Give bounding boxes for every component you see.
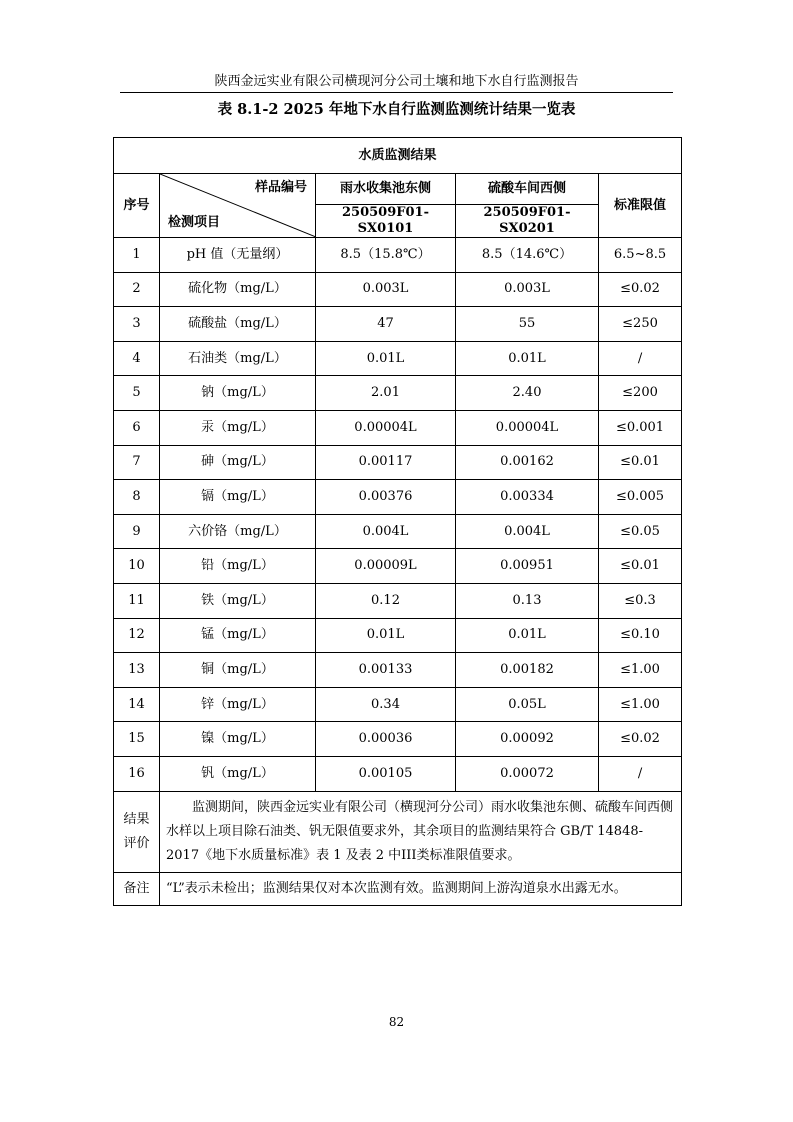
row-no: 8 <box>114 480 160 515</box>
table-row <box>114 549 682 584</box>
row-sample2-value: 0.00182 <box>456 653 599 688</box>
table-row <box>114 445 682 480</box>
row-sample2-value: 0.00004L <box>456 410 599 445</box>
table-row <box>114 480 682 515</box>
row-no: 11 <box>114 583 160 618</box>
row-no: 6 <box>114 410 160 445</box>
sample1-name: 雨水收集池东侧 <box>316 174 456 205</box>
table-row <box>114 618 682 653</box>
row-sample2-value: 0.13 <box>456 583 599 618</box>
row-limit: / <box>599 756 682 791</box>
row-sample1-value: 0.00376 <box>316 480 456 515</box>
col-header-no: 序号 <box>114 174 160 238</box>
evaluation-label: 结果评价 <box>114 791 160 872</box>
table-row <box>114 653 682 688</box>
row-limit: ≤200 <box>599 376 682 411</box>
row-limit: ≤0.001 <box>599 410 682 445</box>
sample2-code: 250509F01-SX0201 <box>456 205 599 238</box>
note-label: 备注 <box>114 872 160 905</box>
row-item: 钒（mg/L） <box>160 756 316 791</box>
table-row <box>114 756 682 791</box>
row-sample1-value: 0.00117 <box>316 445 456 480</box>
row-limit: ≤0.02 <box>599 272 682 307</box>
diag-label-sample-code: 样品编号 <box>254 180 307 195</box>
row-sample1-value: 0.00133 <box>316 653 456 688</box>
row-no: 3 <box>114 307 160 342</box>
row-sample2-value: 0.00072 <box>456 756 599 791</box>
table-title: 表 8.1-2 2025 年地下水自行监测监测统计结果一览表 <box>217 101 576 118</box>
row-limit: ≤0.10 <box>599 618 682 653</box>
row-item: pH 值（无量纲） <box>160 238 316 273</box>
table-row <box>114 583 682 618</box>
row-sample1-value: 2.01 <box>316 376 456 411</box>
row-no: 1 <box>114 238 160 273</box>
diagonal-header-cell <box>160 174 316 238</box>
evaluation-text: 监测期间，陕西金远实业有限公司（横现河分公司）雨水收集池东侧、硫酸车间西侧水样以上项目除石油类、钒无限值要求外，其余项目的监测结果符合 GB/T 14848-2017《地下水质量标准》表 1 及表 2 中III类标准限值要求。 <box>160 791 682 872</box>
row-sample1-value: 0.004L <box>316 514 456 549</box>
row-sample2-value: 2.40 <box>456 376 599 411</box>
row-sample1-value: 0.00036 <box>316 722 456 757</box>
row-sample1-value: 0.00009L <box>316 549 456 584</box>
table-row <box>114 687 682 722</box>
row-no: 4 <box>114 341 160 376</box>
table-row <box>114 376 682 411</box>
row-limit: 6.5~8.5 <box>599 238 682 273</box>
sample1-code: 250509F01-SX0101 <box>316 205 456 238</box>
col-header-limit: 标准限值 <box>599 174 682 238</box>
row-item: 铁（mg/L） <box>160 583 316 618</box>
row-sample2-value: 0.00092 <box>456 722 599 757</box>
row-limit: ≤0.02 <box>599 722 682 757</box>
row-no: 7 <box>114 445 160 480</box>
row-no: 14 <box>114 687 160 722</box>
row-no: 15 <box>114 722 160 757</box>
row-limit: ≤1.00 <box>599 653 682 688</box>
row-item: 铜（mg/L） <box>160 653 316 688</box>
row-item: 钠（mg/L） <box>160 376 316 411</box>
monitoring-results-table <box>113 137 682 906</box>
row-limit: ≤0.005 <box>599 480 682 515</box>
row-sample2-value: 0.004L <box>456 514 599 549</box>
note-text: “L”表示未检出；监测结果仅对本次监测有效。监测期间上游沟道泉水出露无水。 <box>160 872 682 905</box>
row-item: 石油类（mg/L） <box>160 341 316 376</box>
table-row <box>114 272 682 307</box>
row-sample2-value: 0.00162 <box>456 445 599 480</box>
table-row <box>114 341 682 376</box>
row-sample1-value: 0.003L <box>316 272 456 307</box>
row-sample1-value: 8.5（15.8℃） <box>316 238 456 273</box>
row-item: 汞（mg/L） <box>160 410 316 445</box>
row-sample1-value: 0.00105 <box>316 756 456 791</box>
row-item: 锌（mg/L） <box>160 687 316 722</box>
row-limit: ≤0.01 <box>599 445 682 480</box>
row-sample1-value: 0.34 <box>316 687 456 722</box>
section-heading: 水质监测结果 <box>114 138 682 174</box>
table-row <box>114 410 682 445</box>
table-row <box>114 514 682 549</box>
row-limit: ≤250 <box>599 307 682 342</box>
table-row <box>114 238 682 273</box>
row-sample1-value: 0.12 <box>316 583 456 618</box>
row-item: 锰（mg/L） <box>160 618 316 653</box>
header-rule <box>120 92 673 93</box>
row-sample1-value: 47 <box>316 307 456 342</box>
row-limit: ≤0.3 <box>599 583 682 618</box>
row-limit: / <box>599 341 682 376</box>
row-sample2-value: 0.01L <box>456 341 599 376</box>
row-sample2-value: 0.00951 <box>456 549 599 584</box>
row-sample1-value: 0.00004L <box>316 410 456 445</box>
table-row <box>114 307 682 342</box>
row-sample2-value: 0.003L <box>456 272 599 307</box>
running-header: 陕西金远实业有限公司横现河分公司土壤和地下水自行监测报告 <box>214 74 579 89</box>
row-sample1-value: 0.01L <box>316 618 456 653</box>
table-row <box>114 722 682 757</box>
row-sample2-value: 0.00334 <box>456 480 599 515</box>
row-item: 镍（mg/L） <box>160 722 316 757</box>
row-limit: ≤1.00 <box>599 687 682 722</box>
row-item: 硫化物（mg/L） <box>160 272 316 307</box>
row-sample2-value: 0.01L <box>456 618 599 653</box>
row-sample2-value: 55 <box>456 307 599 342</box>
row-limit: ≤0.01 <box>599 549 682 584</box>
row-item: 六价铬（mg/L） <box>160 514 316 549</box>
row-item: 硫酸盐（mg/L） <box>160 307 316 342</box>
diag-label-test-item: 检测项目 <box>168 215 221 230</box>
row-item: 镉（mg/L） <box>160 480 316 515</box>
row-no: 16 <box>114 756 160 791</box>
sample2-name: 硫酸车间西侧 <box>456 174 599 205</box>
row-sample2-value: 0.05L <box>456 687 599 722</box>
row-sample1-value: 0.01L <box>316 341 456 376</box>
row-no: 5 <box>114 376 160 411</box>
row-sample2-value: 8.5（14.6℃） <box>456 238 599 273</box>
page-number: 82 <box>388 1015 405 1029</box>
row-item: 铅（mg/L） <box>160 549 316 584</box>
row-no: 10 <box>114 549 160 584</box>
row-no: 9 <box>114 514 160 549</box>
row-no: 12 <box>114 618 160 653</box>
row-limit: ≤0.05 <box>599 514 682 549</box>
row-item: 砷（mg/L） <box>160 445 316 480</box>
row-no: 2 <box>114 272 160 307</box>
row-no: 13 <box>114 653 160 688</box>
